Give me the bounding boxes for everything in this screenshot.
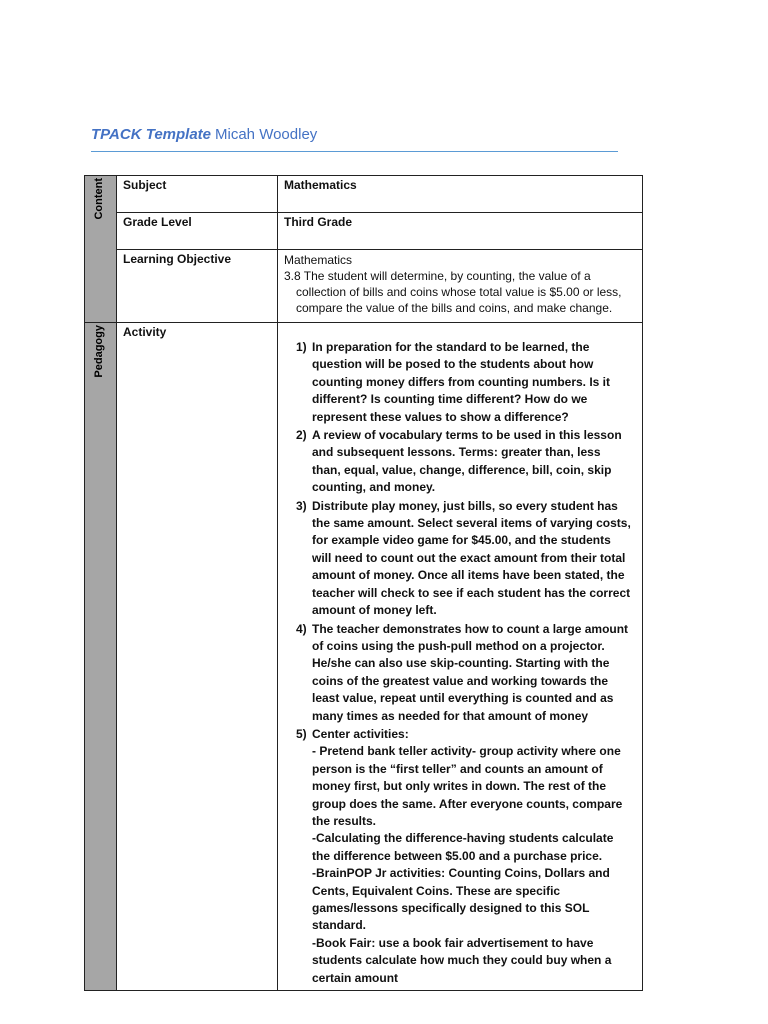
tpack-table — [84, 175, 643, 991]
objective-value — [278, 250, 643, 323]
activity-item — [284, 339, 632, 426]
objective-line-2: collection of bills and coins whose total value is $5.00 or less, — [296, 285, 622, 299]
objective-line-1: 3.8 The student will determine, by counting, the value of a — [284, 269, 591, 283]
center-activity: - Pretend bank teller activity- group activity where one person is the “first teller” and counts an amount of money first, but only writes in down. The rest of the group does the same. After everyone counts, compare the results. — [312, 744, 623, 828]
center-activity: -Calculating the difference-having students calculate the difference between $5.00 and a purchase price. — [312, 831, 614, 863]
activity-text: The teacher demonstrates how to count a large amount of coins using the push-pull method on a projector. He/she can also use skip-counting. Starting with the coins of the greatest value and working towards the least value, repeat until everything is counted and as many times as needed for that amount of money — [312, 621, 629, 723]
activity-text: In preparation for the standard to be learned, the question will be posed to the students about how counting money differs from counting numbers. Is it different? Is counting time different? How do we represent these values to show a difference? — [312, 340, 611, 424]
activity-item — [284, 498, 632, 620]
activity-label: Activity — [117, 323, 278, 991]
activity-number: 5) — [296, 726, 307, 741]
objective-label: Learning Objective — [117, 250, 278, 323]
template-name: TPACK Template — [91, 126, 212, 143]
activity-list-cell — [278, 323, 643, 991]
activity-list — [284, 339, 632, 987]
grade-row — [85, 213, 643, 250]
objective-line-3: compare the value of the bills and coins, and make change. — [296, 301, 613, 315]
pedagogy-side-cell — [85, 323, 117, 991]
activity-number: 4) — [296, 621, 307, 636]
subject-row — [85, 176, 643, 213]
grade-label: Grade Level — [117, 213, 278, 250]
subject-value: Mathematics — [278, 176, 643, 213]
activity-item — [284, 726, 632, 987]
center-activity: -Book Fair: use a book fair advertisement to have students calculate how much they could buy when a certain amount — [312, 935, 612, 985]
activity-row — [85, 323, 643, 991]
content-side-cell — [85, 176, 117, 323]
document-title — [91, 126, 618, 152]
grade-value: Third Grade — [278, 213, 643, 250]
activity-number: 2) — [296, 428, 307, 443]
center-activity: -BrainPOP Jr activities: Counting Coins, Dollars and Cents, Equivalent Coins. These are specific games/lessons specifically designed to this SOL standard. — [312, 866, 610, 933]
content-side-label: Content — [93, 178, 105, 220]
activity-text: Center activities: — [312, 726, 409, 741]
author-name: Micah Woodley — [215, 126, 318, 143]
activity-number: 1) — [296, 340, 307, 354]
objective-row — [85, 250, 643, 323]
subject-label: Subject — [117, 176, 278, 213]
objective-heading: Mathematics — [284, 253, 353, 267]
activity-text: Distribute play money, just bills, so every student has the same amount. Select several items of varying costs, for example video game for $45.00, and the students will need to count out the exact amount from their total amount of money. Once all items have been stated, the teacher will check to see if each student has the correct amount of money left. — [312, 498, 631, 618]
activity-text: A review of vocabulary terms to be used in this lesson and subsequent lessons. Terms: greater than, less than, equal, value, change, difference, bill, coin, skip counting, and money. — [312, 428, 622, 495]
pedagogy-side-label: Pedagogy — [93, 325, 105, 378]
activity-number: 3) — [296, 498, 307, 513]
activity-item — [284, 621, 632, 725]
activity-item — [284, 427, 632, 497]
